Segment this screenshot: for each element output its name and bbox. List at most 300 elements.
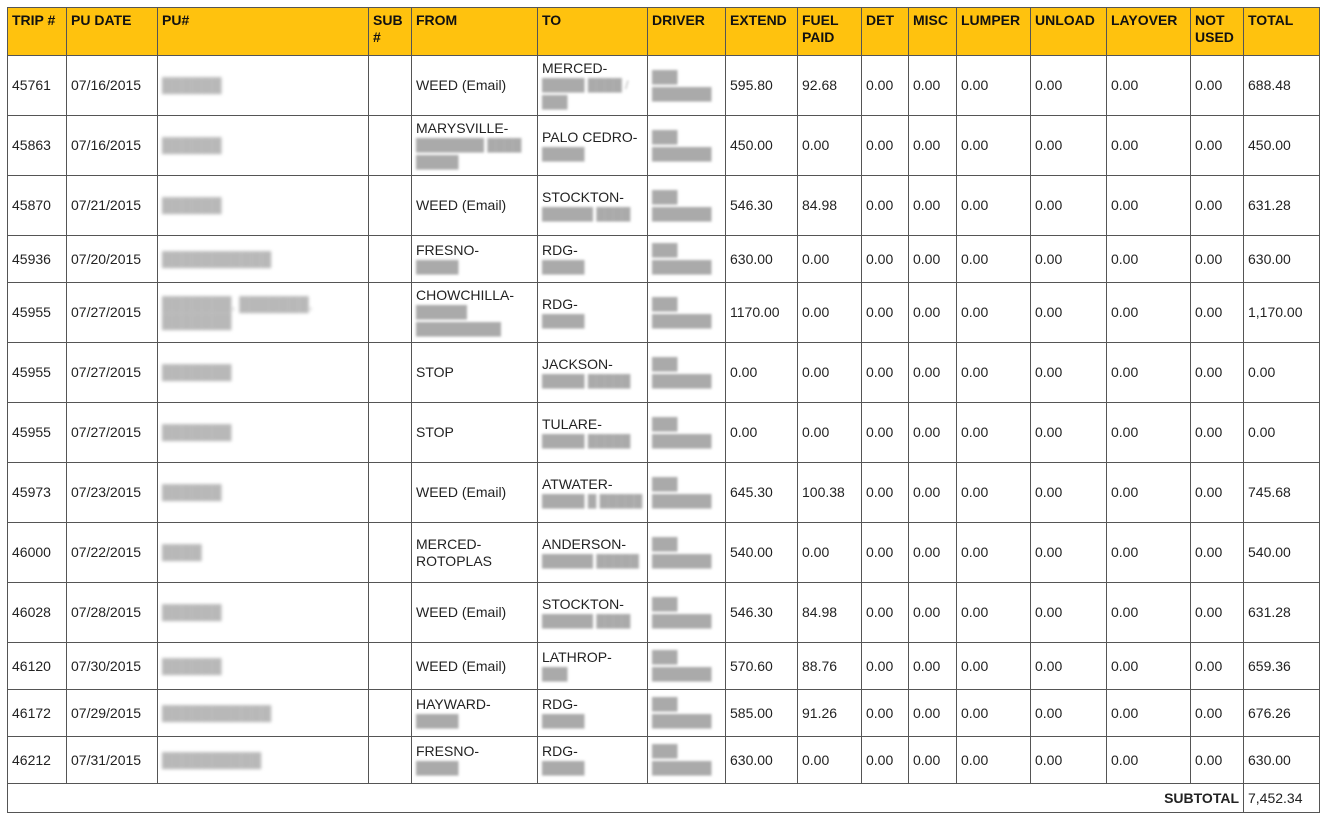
- pu-no-cell-text: ██████: [162, 77, 222, 93]
- fuel-paid-cell-text: 92.68: [802, 77, 838, 93]
- not-used-cell-text: 0.00: [1195, 704, 1223, 721]
- pu-date-cell: [67, 56, 158, 116]
- col-header-driver[interactable]: DRIVER: [648, 8, 726, 56]
- misc-cell-text: 0.00: [913, 704, 941, 721]
- to-cell: [538, 523, 648, 583]
- extend-cell-text: 585.00: [730, 704, 773, 721]
- misc-cell-text: 0.00: [913, 77, 941, 93]
- layover-cell: [1107, 690, 1191, 737]
- det-cell: [862, 690, 909, 737]
- from-cell: [412, 523, 538, 583]
- col-header-trip[interactable]: TRIP #: [8, 8, 67, 56]
- to-cell-detail: ██████ ████: [542, 613, 631, 628]
- unload-cell: [1031, 463, 1107, 523]
- col-header-not-used[interactable]: NOT USED: [1191, 8, 1244, 56]
- driver-cell-text: ███ ███████: [652, 243, 712, 274]
- driver-cell: [648, 643, 726, 690]
- lumper-cell-text: 0.00: [961, 657, 989, 674]
- pu-no-cell-text: ██████: [162, 137, 222, 153]
- fuel-paid-cell: [798, 523, 862, 583]
- misc-cell-text: 0.00: [913, 137, 941, 153]
- to-cell-detail: █████ █████: [542, 373, 631, 388]
- to-cell-main: RDG-: [542, 743, 578, 759]
- col-header-pu-date[interactable]: PU DATE: [67, 8, 158, 56]
- from-cell-detail: ██████ ██████████: [416, 305, 502, 336]
- to-cell-detail: █████ █████: [542, 433, 631, 448]
- misc-cell-text: 0.00: [913, 604, 941, 620]
- not-used-cell: [1191, 463, 1244, 523]
- total-cell: [1244, 463, 1320, 523]
- trip-cell: [8, 463, 67, 523]
- driver-cell: [648, 236, 726, 283]
- det-cell-text: 0.00: [866, 751, 894, 768]
- lumper-cell: [957, 343, 1031, 403]
- layover-cell: [1107, 583, 1191, 643]
- misc-cell: [909, 116, 957, 176]
- not-used-cell-text: 0.00: [1195, 304, 1223, 320]
- lumper-cell-text: 0.00: [961, 704, 989, 721]
- unload-cell: [1031, 236, 1107, 283]
- from-cell: [412, 737, 538, 784]
- table-row[interactable]: [8, 737, 1320, 784]
- from-cell-main: FRESNO-: [416, 242, 479, 258]
- pu-date-cell-text: 07/21/2015: [71, 197, 142, 213]
- from-cell-main: STOP: [416, 424, 454, 440]
- pu-date-cell-text: 07/16/2015: [71, 77, 142, 93]
- from-cell-main: FRESNO-: [416, 743, 479, 759]
- fuel-paid-cell: [798, 343, 862, 403]
- col-header-unload[interactable]: UNLOAD: [1031, 8, 1107, 56]
- pu-date-cell-text: 07/28/2015: [71, 604, 142, 620]
- from-cell-main: WEED (Email): [416, 484, 507, 500]
- unload-cell: [1031, 583, 1107, 643]
- pu-date-cell: [67, 283, 158, 343]
- lumper-cell-text: 0.00: [961, 751, 989, 768]
- layover-cell-text: 0.00: [1111, 137, 1139, 153]
- not-used-cell-text: 0.00: [1195, 544, 1223, 560]
- trip-cell: [8, 116, 67, 176]
- from-cell-detail: █████: [416, 761, 459, 775]
- not-used-cell-text: 0.00: [1195, 604, 1223, 620]
- layover-cell: [1107, 56, 1191, 116]
- trip-cell: [8, 343, 67, 403]
- total-cell: [1244, 116, 1320, 176]
- unload-cell: [1031, 343, 1107, 403]
- col-header-lumper[interactable]: LUMPER: [957, 8, 1031, 56]
- fuel-paid-cell: [798, 643, 862, 690]
- layover-cell: [1107, 403, 1191, 463]
- trip-cell: [8, 236, 67, 283]
- unload-cell-text: 0.00: [1035, 77, 1063, 93]
- unload-cell: [1031, 283, 1107, 343]
- to-cell-detail: ██████ ████: [542, 206, 631, 221]
- lumper-cell: [957, 737, 1031, 784]
- total-cell: [1244, 343, 1320, 403]
- not-used-cell-text: 0.00: [1195, 250, 1223, 267]
- total-cell: [1244, 737, 1320, 784]
- layover-cell: [1107, 283, 1191, 343]
- pu-date-cell-text: 07/29/2015: [71, 704, 142, 721]
- subtotal-label: SUBTOTAL: [8, 784, 1244, 813]
- to-cell-main: RDG-: [542, 242, 578, 258]
- layover-cell-text: 0.00: [1111, 364, 1139, 380]
- not-used-cell: [1191, 403, 1244, 463]
- trip-cell-text: 45955: [12, 304, 51, 320]
- table-row[interactable]: [8, 690, 1320, 737]
- table-row[interactable]: [8, 343, 1320, 403]
- not-used-cell: [1191, 523, 1244, 583]
- det-cell-text: 0.00: [866, 304, 894, 320]
- col-header-pu-no[interactable]: PU#: [158, 8, 369, 56]
- from-cell: [412, 463, 538, 523]
- unload-cell-text: 0.00: [1035, 604, 1063, 620]
- unload-cell-text: 0.00: [1035, 751, 1063, 768]
- layover-cell-text: 0.00: [1111, 657, 1139, 674]
- layover-cell-text: 0.00: [1111, 604, 1139, 620]
- det-cell: [862, 56, 909, 116]
- layover-cell-text: 0.00: [1111, 197, 1139, 213]
- to-cell: [538, 236, 648, 283]
- lumper-cell-text: 0.00: [961, 544, 989, 560]
- sub-cell: [369, 403, 412, 463]
- fuel-paid-cell-text: 88.76: [802, 657, 838, 674]
- trip-cell: [8, 523, 67, 583]
- layover-cell-text: 0.00: [1111, 544, 1139, 560]
- extend-cell-text: 546.30: [730, 604, 773, 620]
- driver-cell: [648, 283, 726, 343]
- col-header-det[interactable]: DET: [862, 8, 909, 56]
- det-cell: [862, 343, 909, 403]
- fuel-paid-cell-text: 84.98: [802, 604, 838, 620]
- from-cell: [412, 56, 538, 116]
- col-header-to[interactable]: TO: [538, 8, 648, 56]
- unload-cell-text: 0.00: [1035, 704, 1063, 721]
- total-cell-text: 745.68: [1248, 484, 1291, 500]
- extend-cell-text: 570.60: [730, 657, 773, 674]
- det-cell-text: 0.00: [866, 137, 894, 153]
- not-used-cell: [1191, 343, 1244, 403]
- sub-cell: [369, 56, 412, 116]
- total-cell: [1244, 690, 1320, 737]
- total-cell: [1244, 236, 1320, 283]
- to-cell-detail: █████: [542, 714, 585, 728]
- layover-cell: [1107, 523, 1191, 583]
- unload-cell: [1031, 737, 1107, 784]
- pu-no-cell: [158, 343, 369, 403]
- pu-no-cell: [158, 56, 369, 116]
- driver-cell: [648, 403, 726, 463]
- total-cell-text: 0.00: [1248, 364, 1276, 380]
- layover-cell-text: 0.00: [1111, 704, 1139, 721]
- lumper-cell-text: 0.00: [961, 604, 989, 620]
- from-cell: [412, 283, 538, 343]
- col-header-sub[interactable]: SUB #: [369, 8, 412, 56]
- driver-cell-text: ███ ███████: [652, 596, 712, 628]
- total-cell-text: 1,170.00: [1248, 304, 1303, 320]
- sub-cell: [369, 737, 412, 784]
- fuel-paid-cell-text: 84.98: [802, 197, 838, 213]
- col-header-layover[interactable]: LAYOVER: [1107, 8, 1191, 56]
- total-cell-text: 631.28: [1248, 604, 1291, 620]
- lumper-cell: [957, 56, 1031, 116]
- det-cell: [862, 283, 909, 343]
- driver-cell-text: ███ ███████: [652, 129, 712, 161]
- extend-cell-text: 0.00: [730, 424, 758, 440]
- total-cell-text: 540.00: [1248, 544, 1291, 560]
- to-cell-main: ANDERSON-: [542, 535, 627, 552]
- lumper-cell: [957, 463, 1031, 523]
- trip-cell-text: 45863: [12, 137, 51, 153]
- det-cell-text: 0.00: [866, 484, 894, 500]
- not-used-cell-text: 0.00: [1195, 424, 1223, 440]
- to-cell-detail: █████ ████ / ███: [542, 78, 629, 109]
- misc-cell-text: 0.00: [913, 304, 941, 320]
- table-row[interactable]: [8, 523, 1320, 583]
- det-cell-text: 0.00: [866, 604, 894, 620]
- col-header-total[interactable]: TOTAL: [1244, 8, 1320, 56]
- not-used-cell: [1191, 116, 1244, 176]
- layover-cell: [1107, 643, 1191, 690]
- trip-cell-text: 46120: [12, 657, 51, 674]
- extend-cell: [726, 56, 798, 116]
- to-cell-main: STOCKTON-: [542, 595, 624, 612]
- pu-no-cell-text: ███████: [162, 364, 232, 380]
- pu-no-cell-text: ██████: [162, 657, 222, 674]
- pu-no-cell: [158, 116, 369, 176]
- table-row[interactable]: [8, 56, 1320, 116]
- unload-cell-text: 0.00: [1035, 484, 1063, 500]
- misc-cell: [909, 523, 957, 583]
- det-cell-text: 0.00: [866, 704, 894, 721]
- fuel-paid-cell-text: 0.00: [802, 304, 830, 320]
- extend-cell: [726, 583, 798, 643]
- extend-cell: [726, 690, 798, 737]
- table-row[interactable]: [8, 283, 1320, 343]
- col-header-misc[interactable]: MISC: [909, 8, 957, 56]
- sub-cell: [369, 583, 412, 643]
- layover-cell: [1107, 236, 1191, 283]
- det-cell: [862, 403, 909, 463]
- total-cell: [1244, 283, 1320, 343]
- total-cell-text: 0.00: [1248, 424, 1276, 440]
- extend-cell-text: 595.80: [730, 77, 773, 93]
- col-header-extend[interactable]: EXTEND: [726, 8, 798, 56]
- pu-no-cell-text: ██████: [162, 604, 222, 620]
- driver-cell-text: ███ ███████: [652, 744, 712, 775]
- total-cell: [1244, 56, 1320, 116]
- det-cell: [862, 583, 909, 643]
- table-row[interactable]: [8, 236, 1320, 283]
- fuel-paid-cell: [798, 283, 862, 343]
- driver-cell-text: ███ ███████: [652, 536, 712, 568]
- to-cell: [538, 690, 648, 737]
- fuel-paid-cell-text: 0.00: [802, 137, 830, 153]
- pu-date-cell-text: 07/27/2015: [71, 304, 142, 320]
- layover-cell: [1107, 737, 1191, 784]
- misc-cell-text: 0.00: [913, 364, 941, 380]
- trip-cell: [8, 643, 67, 690]
- trip-cell-text: 45955: [12, 424, 51, 440]
- sub-cell: [369, 236, 412, 283]
- fuel-paid-cell: [798, 116, 862, 176]
- to-cell: [538, 56, 648, 116]
- fuel-paid-cell-text: 0.00: [802, 424, 830, 440]
- misc-cell: [909, 236, 957, 283]
- misc-cell-text: 0.00: [913, 484, 941, 500]
- from-cell: [412, 343, 538, 403]
- extend-cell: [726, 343, 798, 403]
- extend-cell-text: 645.30: [730, 484, 773, 500]
- fuel-paid-cell: [798, 737, 862, 784]
- to-cell: [538, 463, 648, 523]
- driver-cell: [648, 737, 726, 784]
- table-row[interactable]: [8, 463, 1320, 523]
- pu-no-cell: [158, 176, 369, 236]
- pu-date-cell-text: 07/27/2015: [71, 364, 142, 380]
- layover-cell-text: 0.00: [1111, 304, 1139, 320]
- driver-cell: [648, 690, 726, 737]
- fuel-paid-cell-text: 100.38: [802, 484, 845, 500]
- trip-cell-text: 45870: [12, 197, 51, 213]
- from-cell: [412, 690, 538, 737]
- pu-no-cell: [158, 643, 369, 690]
- total-cell-text: 631.28: [1248, 197, 1291, 213]
- fuel-paid-cell: [798, 56, 862, 116]
- trip-cell: [8, 283, 67, 343]
- misc-cell-text: 0.00: [913, 751, 941, 768]
- lumper-cell: [957, 176, 1031, 236]
- pu-no-cell-text: ██████: [162, 197, 222, 213]
- det-cell: [862, 643, 909, 690]
- from-cell: [412, 583, 538, 643]
- to-cell-detail: █████: [542, 260, 585, 274]
- layover-cell: [1107, 116, 1191, 176]
- driver-cell-text: ███ ███████: [652, 697, 712, 728]
- extend-cell-text: 630.00: [730, 250, 773, 267]
- to-cell-main: RDG-: [542, 696, 578, 712]
- to-cell: [538, 176, 648, 236]
- to-cell-main: TULARE-: [542, 415, 602, 432]
- layover-cell-text: 0.00: [1111, 77, 1139, 93]
- driver-cell-text: ███ ███████: [652, 296, 712, 328]
- lumper-cell: [957, 116, 1031, 176]
- trips-table-body: [8, 56, 1320, 784]
- col-header-fuel-paid[interactable]: FUEL PAID: [798, 8, 862, 56]
- table-row[interactable]: [8, 643, 1320, 690]
- not-used-cell: [1191, 690, 1244, 737]
- pu-no-cell: [158, 283, 369, 343]
- det-cell: [862, 176, 909, 236]
- extend-cell: [726, 283, 798, 343]
- lumper-cell: [957, 523, 1031, 583]
- trip-cell-text: 45973: [12, 484, 51, 500]
- table-row[interactable]: [8, 176, 1320, 236]
- pu-no-cell-text: ███████: [162, 424, 232, 440]
- det-cell: [862, 737, 909, 784]
- driver-cell-text: ███ ███████: [652, 69, 712, 101]
- det-cell: [862, 236, 909, 283]
- misc-cell: [909, 463, 957, 523]
- layover-cell: [1107, 343, 1191, 403]
- extend-cell-text: 0.00: [730, 364, 758, 380]
- pu-date-cell: [67, 583, 158, 643]
- total-cell: [1244, 176, 1320, 236]
- not-used-cell: [1191, 737, 1244, 784]
- from-cell-main: MERCED-ROTOPLAS: [416, 535, 492, 569]
- driver-cell: [648, 523, 726, 583]
- subtotal-value: 7,452.34: [1244, 784, 1320, 813]
- trip-cell: [8, 176, 67, 236]
- total-cell: [1244, 523, 1320, 583]
- sub-cell: [369, 283, 412, 343]
- from-cell: [412, 643, 538, 690]
- lumper-cell: [957, 643, 1031, 690]
- from-cell: [412, 236, 538, 283]
- not-used-cell: [1191, 236, 1244, 283]
- pu-date-cell-text: 07/27/2015: [71, 424, 142, 440]
- fuel-paid-cell: [798, 403, 862, 463]
- not-used-cell-text: 0.00: [1195, 137, 1223, 153]
- total-cell: [1244, 583, 1320, 643]
- pu-date-cell: [67, 463, 158, 523]
- pu-date-cell-text: 07/22/2015: [71, 544, 142, 560]
- table-row[interactable]: [8, 583, 1320, 643]
- misc-cell: [909, 176, 957, 236]
- not-used-cell-text: 0.00: [1195, 77, 1223, 93]
- driver-cell-text: ███ ███████: [652, 189, 712, 221]
- extend-cell: [726, 643, 798, 690]
- extend-cell: [726, 523, 798, 583]
- unload-cell-text: 0.00: [1035, 364, 1063, 380]
- table-row[interactable]: [8, 116, 1320, 176]
- layover-cell-text: 0.00: [1111, 424, 1139, 440]
- from-cell: [412, 116, 538, 176]
- from-cell-main: CHOWCHILLA-: [416, 287, 515, 303]
- to-cell-main: LATHROP-: [542, 649, 612, 665]
- driver-cell-text: ███ ███████: [652, 650, 712, 681]
- not-used-cell: [1191, 56, 1244, 116]
- col-header-from[interactable]: FROM: [412, 8, 538, 56]
- pu-date-cell: [67, 236, 158, 283]
- lumper-cell-text: 0.00: [961, 424, 989, 440]
- not-used-cell: [1191, 583, 1244, 643]
- table-row[interactable]: [8, 403, 1320, 463]
- pu-no-cell: [158, 583, 369, 643]
- not-used-cell-text: 0.00: [1195, 484, 1223, 500]
- pu-date-cell-text: 07/20/2015: [71, 250, 142, 267]
- pu-date-cell: [67, 343, 158, 403]
- fuel-paid-cell: [798, 463, 862, 523]
- extend-cell: [726, 737, 798, 784]
- header-row: [8, 8, 1320, 56]
- pu-no-cell-text: ███████████: [162, 704, 272, 721]
- misc-cell: [909, 583, 957, 643]
- pu-date-cell: [67, 643, 158, 690]
- misc-cell-text: 0.00: [913, 657, 941, 674]
- trip-cell-text: 45955: [12, 364, 51, 380]
- pu-no-cell: [158, 463, 369, 523]
- lumper-cell-text: 0.00: [961, 484, 989, 500]
- unload-cell: [1031, 523, 1107, 583]
- to-cell: [538, 643, 648, 690]
- not-used-cell-text: 0.00: [1195, 751, 1223, 768]
- to-cell: [538, 583, 648, 643]
- driver-cell-text: ███ ███████: [652, 416, 712, 448]
- fuel-paid-cell-text: 0.00: [802, 751, 830, 768]
- misc-cell-text: 0.00: [913, 544, 941, 560]
- unload-cell-text: 0.00: [1035, 304, 1063, 320]
- pu-no-cell: [158, 403, 369, 463]
